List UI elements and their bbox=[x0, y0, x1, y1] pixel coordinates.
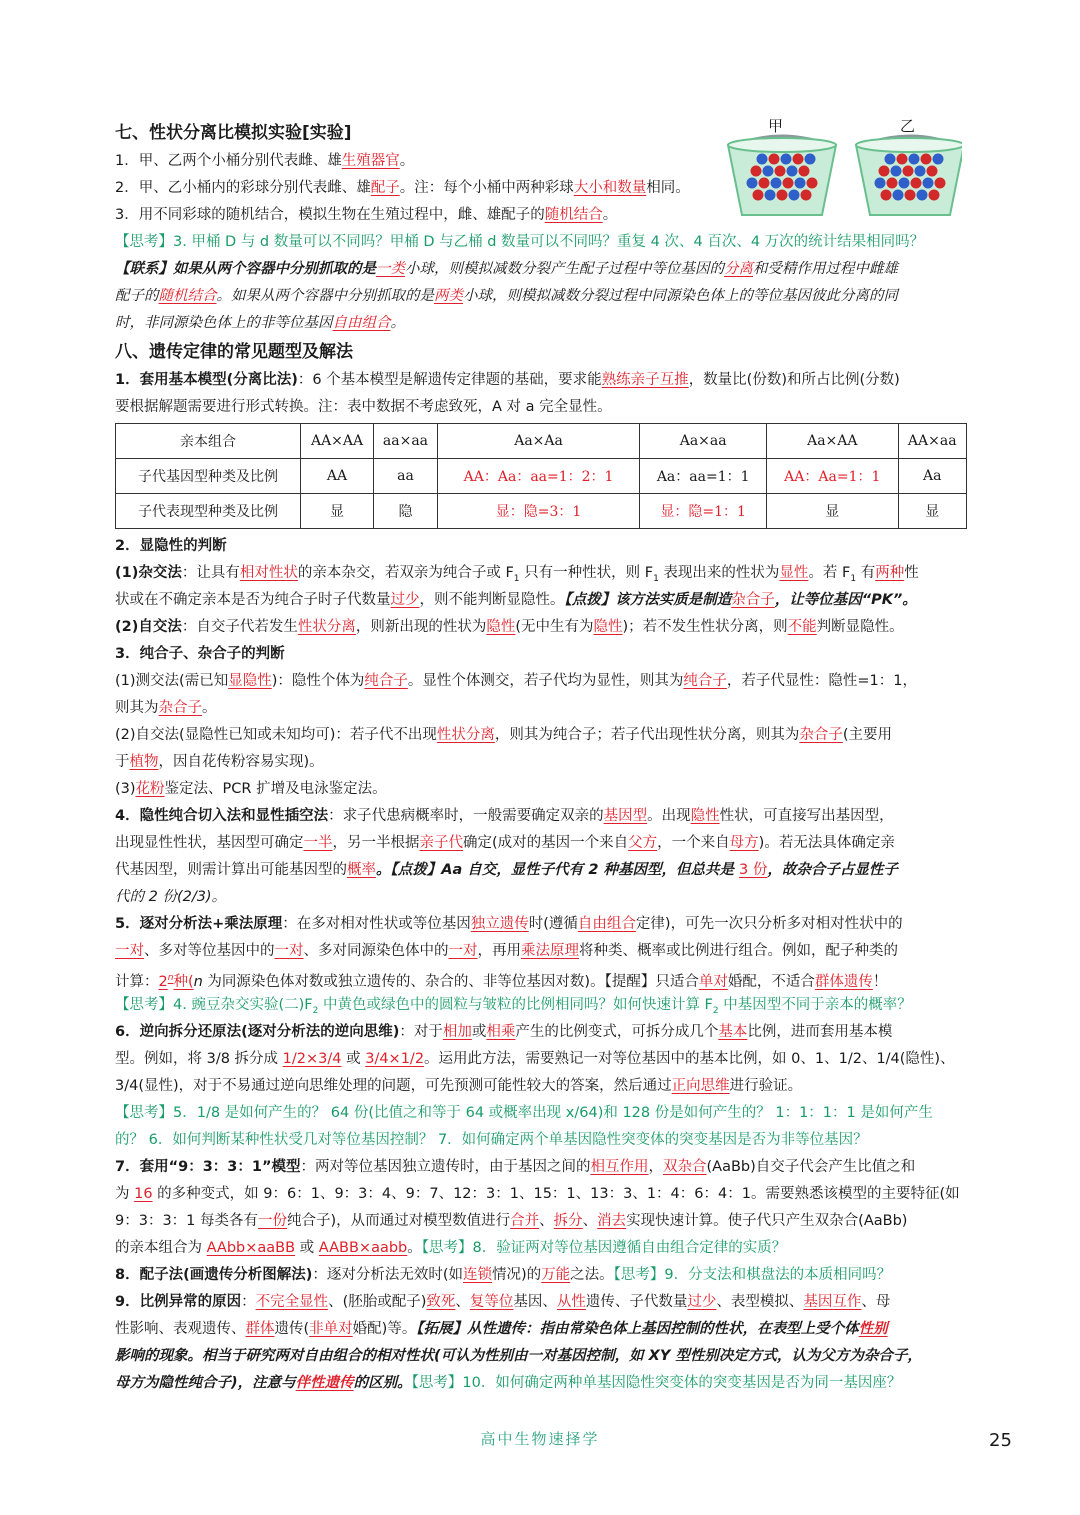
table-row bbox=[116, 424, 967, 459]
table-cell: Aa bbox=[898, 459, 966, 494]
link-line-2: 配子的随机结合。如果从两个容器中分别抓取的是两类小球，则模拟减数分裂过程中同源染色体上的等位基因彼此分离的同 bbox=[115, 288, 898, 304]
table-cell: AA：Aa：aa=1：2：1 bbox=[437, 459, 639, 494]
table-cell: 隐 bbox=[374, 494, 438, 529]
think-3: 【思考】3. 甲桶 D 与 d 数量可以不同吗？甲桶 D 与乙桶 d 数量可以不同吗？重复 4 次、4 百次、4 万次的统计结果相同吗？ bbox=[115, 234, 925, 250]
table-cell: 子代表现型种类及比例 bbox=[116, 494, 301, 529]
p2-line-3: (2)自交法：自交子代若发生性状分离，则新出现的性状为隐性(无中生有为隐性)；若不发生性状分离，则不能判断显隐性。 bbox=[115, 619, 904, 635]
table-cell: 亲本组合 bbox=[116, 424, 301, 459]
p9-line-4: 母方为隐性纯合子)，注意与伴性遗传的区别。【思考】10．如何确定两种单基因隐性突变体的突变基因是否为同一基因座？ bbox=[115, 1375, 902, 1391]
p7-line-3: 9：3：3：1 每类各有一份纯合子)，从而通过对模型数值进行合并、拆分、消去实现快速计算。使子代只产生双杂合(AaBb) bbox=[115, 1213, 908, 1229]
s7-line-1: 1．甲、乙两个小桶分别代表雌、雄生殖器官。 bbox=[115, 153, 415, 169]
s7-line-3: 3．用不同彩球的随机结合，模拟生物在生殖过程中，雌、雄配子的随机结合。 bbox=[115, 207, 618, 223]
table-cell: Aa×AA bbox=[767, 424, 898, 459]
think-5-line-1: 【思考】5．1/8 是如何产生的？ 64 份(比值之和等于 64 或概率出现 x/64)和 128 份是如何产生的？ 1：1：1：1 是如何产生 bbox=[115, 1105, 933, 1121]
table-cell: 显：隐=1：1 bbox=[640, 494, 767, 529]
p7-line-1: 7．套用“9：3：3：1”模型：两对等位基因独立遗传时，由于基因之间的相互作用，双杂合(AaBb)自交子代会产生比值之和 bbox=[115, 1159, 916, 1175]
think-4: 【思考】4. 豌豆杂交实验(二)$F_2$ 中黄色或绿色中的圆粒与皱粒的比例相同吗？如何快速计算 $F_2$ 中基因型不同于亲本的概率？ bbox=[115, 997, 912, 1016]
p3-line-4: 于植物，因自花传粉容易实现)。 bbox=[115, 754, 324, 770]
p4-line-2: 出现显性性状，基因型可确定一半，另一半根据亲子代确定(成对的基因一个来自父方，一个来自母方)。若无法具体确定亲 bbox=[115, 835, 895, 851]
p5-line-1: 5．逐对分析法+乘法原理：在多对相对性状或等位基因独立遗传时(遵循自由组合定律)，可先一次只分析多对相对性状中的 bbox=[115, 916, 903, 932]
p3-line-2: 则其为杂合子。 bbox=[115, 700, 217, 716]
link-line-1: 【联系】如果从两个容器中分别抓取的是一类小球，则模拟减数分裂产生配子过程中等位基因的分离和受精作用过程中雌雄 bbox=[115, 261, 898, 277]
p7-line-4: 的亲本组合为 AAbb×aaBB 或 AABB×aabb。【思考】8．验证两对等位基因遵循自由组合定律的实质？ bbox=[115, 1240, 787, 1256]
section-8-title: 八、遗传定律的常见题型及解法 bbox=[115, 342, 353, 362]
table-cell: 显 bbox=[301, 494, 374, 529]
table-cell: AA×AA bbox=[301, 424, 374, 459]
footer-brand: 高中生物速择学 bbox=[480, 1430, 600, 1448]
section-7-title: 七、性状分离比模拟实验[实验] bbox=[115, 123, 352, 143]
table-cell: AA bbox=[301, 459, 374, 494]
link-line-3: 时，非同源染色体上的非等位基因自由组合。 bbox=[115, 315, 405, 331]
table-cell: AA：Aa=1：1 bbox=[767, 459, 898, 494]
basic-model-table bbox=[115, 423, 967, 529]
table-cell: 显 bbox=[898, 494, 966, 529]
p5-line-3: 计算：2$^n$种(n 为同源染色体对数或独立遗传的、杂合的、非等位基因对数)。【提醒】只适合单对婚配，不适合群体遗传！ bbox=[115, 973, 888, 990]
p1-line-2: 要根据解题需要进行形式转换。注：表中数据不考虑致死，A 对 a 完全显性。 bbox=[115, 399, 612, 415]
table-cell: Aa×aa bbox=[640, 424, 767, 459]
p9-line-3: 影响的现象。相当于研究两对自由组合的相对性状(可认为性别由一对基因控制，如 XY 型性别决定方式，认为父方为杂合子， bbox=[115, 1348, 922, 1364]
table-cell: AA×aa bbox=[898, 424, 966, 459]
table-row bbox=[116, 494, 967, 529]
p2-line-1: (1)杂交法：让具有相对性状的亲本杂交，若双亲为纯合子或 $F_1$ 只有一种性状，则 $F_1$ 表现出来的性状为显性。若 $F_1$ 有两种性 bbox=[115, 565, 919, 584]
main-content bbox=[115, 118, 967, 1397]
p1-line-1: 1．套用基本模型(分离比法)：6 个基本模型是解遗传定律题的基础，要求能熟练亲子互推，数量比(份数)和所占比例(分数) bbox=[115, 372, 900, 388]
table-cell: Aa：aa=1：1 bbox=[640, 459, 767, 494]
p9-line-2: 性影响、表观遗传、群体遗传(非单对婚配)等。【拓展】从性遗传：指由常染色体上基因控制的性状，在表型上受个体性别 bbox=[115, 1321, 888, 1337]
table-row bbox=[116, 459, 967, 494]
p6-line-2: 型。例如，将 3/8 拆分成 1/2×3/4 或 3/4×1/2。运用此方法，需要熟记一对等位基因中的基本比例，如 0、1、1/2、1/4(隐性)、 bbox=[115, 1051, 955, 1067]
table-cell: 子代基因型种类及比例 bbox=[116, 459, 301, 494]
table-cell: aa bbox=[374, 459, 438, 494]
s7-line-2: 2．甲、乙小桶内的彩球分别代表雌、雄配子。注：每个小桶中两种彩球大小和数量相同。 bbox=[115, 180, 690, 196]
table-cell: aa×aa bbox=[374, 424, 438, 459]
p2-line-2: 状或在不确定亲本是否为纯合子时子代数量过少，则不能判断显隐性。【点拨】该方法实质是制造杂合子，让等位基因“PK”。 bbox=[115, 592, 917, 608]
table-cell: 显 bbox=[767, 494, 898, 529]
p4-line-3: 代基因型，则需计算出可能基因型的概率。【点拨】Aa 自交，显性子代有 2 种基因型，但总共是 3 份，故杂合子占显性子 bbox=[115, 862, 898, 878]
p3-line-1: (1)测交法(需已知显隐性)：隐性个体为纯合子。显性个体测交，若子代均为显性，则其为纯合子，若子代显性：隐性=1：1， bbox=[115, 673, 917, 689]
page-number: 25 bbox=[989, 1430, 1012, 1451]
p8-line: 8．配子法(画遗传分析图解法)：逐对分析法无效时(如连锁情况)的万能之法。【思考】9．分支法和棋盘法的本质相同吗？ bbox=[115, 1267, 892, 1283]
table-cell: 显：隐=3：1 bbox=[437, 494, 639, 529]
p3-title: 3．纯合子、杂合子的判断 bbox=[115, 646, 285, 662]
p9-line-1: 9．比例异常的原因：不完全显性、(胚胎或配子)致死、复等位基因、从性遗传、子代数量过少、表型模拟、基因互作、母 bbox=[115, 1294, 891, 1310]
think-5-line-2: 的？ 6．如何判断某种性状受几对等位基因控制？ 7．如何确定两个单基因隐性突变体的突变基因是否为非等位基因？ bbox=[115, 1132, 868, 1148]
p2-title: 2．显隐性的判断 bbox=[115, 538, 227, 554]
p3-line-3: (2)自交法(显隐性已知或未知均可)：若子代不出现性状分离，则其为纯合子；若子代出现性状分离，则其为杂合子(主要用 bbox=[115, 727, 893, 743]
p4-line-4: 代的 2 份(2/3)。 bbox=[115, 889, 227, 905]
p4-line-1: 4．隐性纯合切入法和显性插空法：求子代患病概率时，一般需要确定双亲的基因型。出现隐性性状，可直接写出基因型， bbox=[115, 808, 894, 824]
bucket-label-jia: 甲 bbox=[768, 117, 784, 135]
bucket-label-yi: 乙 bbox=[900, 117, 916, 135]
p5-line-2: 一对、多对等位基因中的一对、多对同源染色体中的一对，再用乘法原理将种类、概率或比例进行组合。例如，配子种类的 bbox=[115, 943, 898, 959]
p7-line-2: 为 16 的多种变式，如 9：6：1、9：3：4、9：7、12：3：1、15：1、13：3、1：4：6：4：1。需要熟悉该模型的主要特征(如 bbox=[115, 1186, 960, 1202]
table-cell: Aa×Aa bbox=[437, 424, 639, 459]
p6-line-1: 6．逆向拆分还原法(逐对分析法的逆向思维)：对于相加或相乘产生的比例变式，可拆分成几个基本比例，进而套用基本模 bbox=[115, 1024, 893, 1040]
p6-line-3: 3/4(显性)，对于不易通过逆向思维处理的问题，可先预测可能性较大的答案，然后通过正向思维进行验证。 bbox=[115, 1078, 803, 1094]
p3-line-5: (3)花粉鉴定法、PCR 扩增及电泳鉴定法。 bbox=[115, 781, 387, 797]
